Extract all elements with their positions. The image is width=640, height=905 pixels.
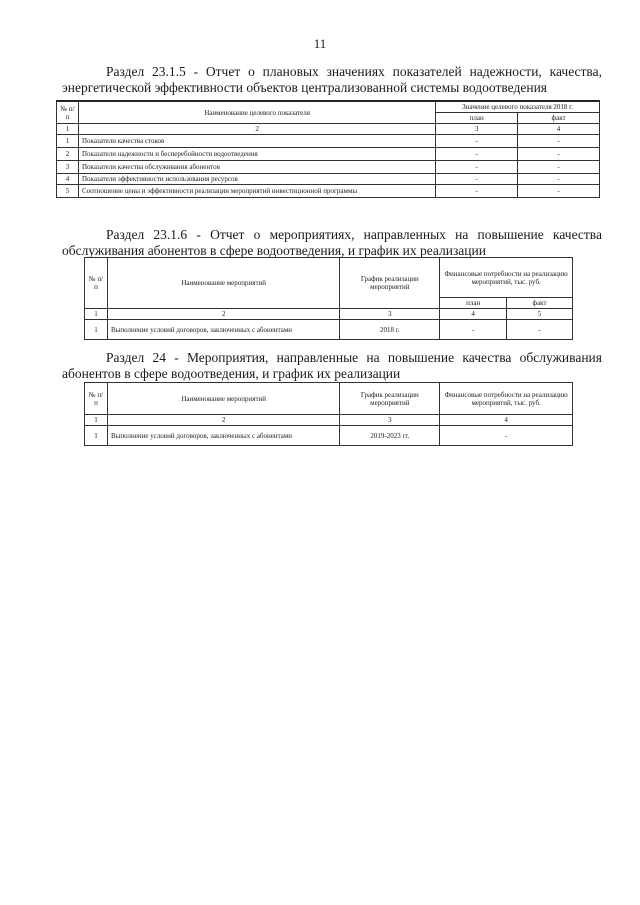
- numbering-cell: 1: [85, 309, 108, 320]
- row-plan: -: [436, 135, 518, 148]
- header-num: № п/п: [85, 258, 108, 309]
- row-schedule: 2018 г.: [340, 320, 440, 340]
- row-num: 1: [57, 135, 79, 148]
- numbering-row: [85, 309, 573, 320]
- row-plan: -: [436, 185, 518, 198]
- numbering-cell: 4: [440, 309, 507, 320]
- row-num: 1: [85, 320, 108, 340]
- row-plan: -: [436, 174, 518, 185]
- title-line: энергетической эффективности объектов централизованной системы водоотведения: [62, 80, 547, 95]
- section-23-1-5-title: [62, 64, 602, 96]
- table-row: [57, 161, 600, 174]
- row-name: Показатели надежности и бесперебойности водоотведения: [78, 148, 435, 161]
- header-finance: Финансовые потребности на реализацию мероприятий, тыс. руб.: [440, 383, 573, 415]
- numbering-cell: 2: [107, 309, 339, 320]
- header-value: Значение целевого показателя 2018 г.: [436, 101, 600, 113]
- header-name: Наименование мероприятий: [107, 258, 339, 309]
- table-row: [85, 426, 573, 446]
- row-schedule: 2019-2023 гг.: [340, 426, 440, 446]
- numbering-cell: 2: [107, 415, 339, 426]
- header-name: Наименование мероприятий: [107, 383, 339, 415]
- title-line: абонентов в сфере водоотведения, и график их реализации: [62, 366, 401, 381]
- row-plan: -: [436, 161, 518, 174]
- row-plan: -: [440, 320, 507, 340]
- numbering-cell: 5: [507, 309, 573, 320]
- header-plan: план: [436, 113, 518, 124]
- row-name: Выполнение условий договоров, заключенных с абонентами: [107, 320, 339, 340]
- row-fact: -: [518, 148, 600, 161]
- row-finance: -: [440, 426, 573, 446]
- row-name: Показатели качества обслуживания абонентов: [78, 161, 435, 174]
- header-fact: факт: [507, 298, 573, 309]
- row-num: 5: [57, 185, 79, 198]
- title-line: Раздел 23.1.5 - Отчет о плановых значениях показателей надежности, качества,: [106, 64, 602, 79]
- numbering-cell: 4: [440, 415, 573, 426]
- row-num: 4: [57, 174, 79, 185]
- header-schedule: График реализации мероприятий: [340, 383, 440, 415]
- row-name: Показатели эффективности использования ресурсов: [78, 174, 435, 185]
- row-name: Выполнение условий договоров, заключенных с абонентами: [107, 426, 339, 446]
- numbering-cell: 4: [518, 124, 600, 135]
- row-fact: -: [507, 320, 573, 340]
- section-23-1-6-title: [62, 227, 602, 259]
- row-num: 2: [57, 148, 79, 161]
- title-line: обслуживания абонентов в сфере водоотведения, и график их реализации: [62, 243, 486, 258]
- header-num: № п/п: [85, 383, 108, 415]
- title-line: Раздел 24 - Мероприятия, направленные на повышение качества обслуживания: [106, 350, 602, 365]
- row-fact: -: [518, 161, 600, 174]
- numbering-cell: 3: [340, 309, 440, 320]
- header-schedule: График реализации мероприятий: [340, 258, 440, 309]
- table-row: [85, 320, 573, 340]
- target-indicators-table: [56, 100, 600, 198]
- section-24-title: [62, 350, 602, 382]
- header-plan: план: [440, 298, 507, 309]
- table-row: [57, 148, 600, 161]
- row-fact: -: [518, 174, 600, 185]
- header-num: № п/п: [57, 101, 79, 124]
- table-row: [57, 174, 600, 185]
- row-name: Показатели качества стоков: [78, 135, 435, 148]
- numbering-cell: 2: [78, 124, 435, 135]
- numbering-row: [57, 124, 600, 135]
- measures-report-table: [84, 257, 573, 340]
- numbering-cell: 3: [340, 415, 440, 426]
- row-plan: -: [436, 148, 518, 161]
- table-row: [57, 185, 600, 198]
- numbering-cell: 3: [436, 124, 518, 135]
- row-fact: -: [518, 185, 600, 198]
- header-fact: факт: [518, 113, 600, 124]
- numbering-cell: 1: [85, 415, 108, 426]
- header-name: Наименование целевого показателя: [78, 101, 435, 124]
- title-line: Раздел 23.1.6 - Отчет о мероприятиях, направленных на повышение качества: [106, 227, 602, 242]
- row-num: 3: [57, 161, 79, 174]
- numbering-row: [85, 415, 573, 426]
- row-fact: -: [518, 135, 600, 148]
- table-row: [57, 135, 600, 148]
- measures-plan-table: [84, 382, 573, 446]
- row-name: Соотношение цены и эффективности реализации мероприятий инвестиционной программы: [78, 185, 435, 198]
- header-finance: Финансовые потребности на реализацию мероприятий, тыс. руб.: [440, 258, 573, 298]
- numbering-cell: 1: [57, 124, 79, 135]
- row-num: 1: [85, 426, 108, 446]
- page-number: 11: [313, 36, 327, 51]
